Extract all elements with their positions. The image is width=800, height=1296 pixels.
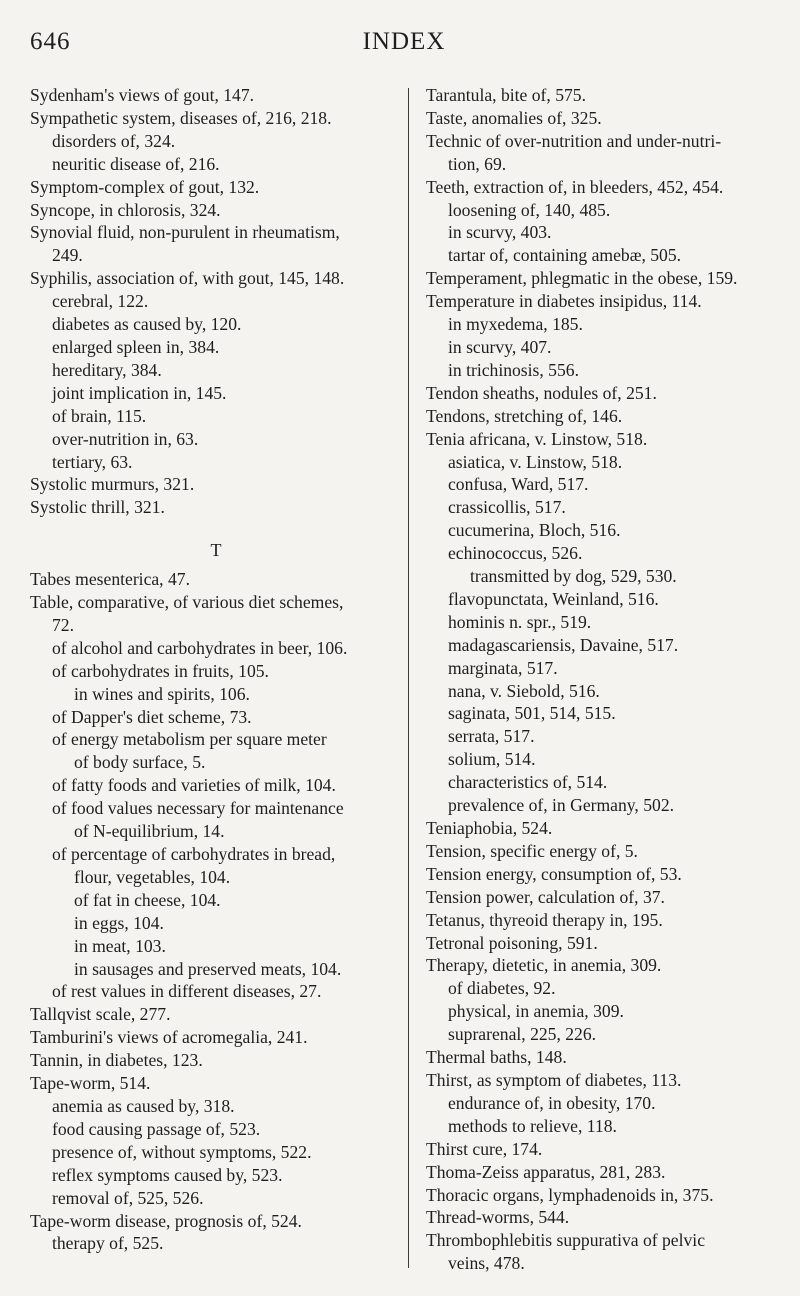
index-subentry: in trichinosis, 556. — [448, 359, 579, 380]
index-entry — [30, 591, 402, 637]
index-subentry: in eggs, 104. — [74, 912, 164, 933]
index-subentry: food causing passage of, 523. — [52, 1118, 261, 1139]
entry-continuation: of N-equilibrium, 14. — [74, 821, 225, 842]
entry-text: of energy metabolism per square meter — [52, 729, 327, 750]
entry-continuation: of body surface, 5. — [74, 752, 206, 773]
index-subentry — [30, 843, 402, 889]
index-subentry: endurance of, in obesity, 170. — [448, 1092, 656, 1113]
index-subentry: therapy of, 525. — [52, 1233, 164, 1254]
index-subentry: over-nutrition in, 63. — [52, 428, 199, 449]
index-subentry: diabetes as caused by, 120. — [52, 314, 242, 335]
index-entry: Syncope, in chlorosis, 324. — [30, 199, 221, 220]
index-entry: Thirst, as symptom of diabetes, 113. — [426, 1069, 682, 1090]
index-subentry: of fat in cheese, 104. — [74, 889, 221, 910]
index-entry — [426, 130, 786, 176]
entry-text: of percentage of carbohydrates in bread, — [52, 844, 336, 864]
entry-continuation: 249. — [52, 245, 83, 266]
entry-continuation: tion, 69. — [448, 153, 507, 174]
index-subentry: in wines and spirits, 106. — [74, 683, 250, 704]
index-subentry: of alcohol and carbohydrates in beer, 106. — [52, 637, 348, 658]
index-subentry: cerebral, 122. — [52, 291, 149, 312]
index-subentry: flavopunctata, Weinland, 516. — [448, 588, 659, 609]
index-entry: Sympathetic system, diseases of, 216, 218. — [30, 107, 332, 128]
index-subentry: removal of, 525, 526. — [52, 1187, 204, 1208]
entry-text: Synovial fluid, non-purulent in rheumatism, — [30, 222, 340, 243]
page-title: INDEX — [362, 28, 446, 55]
index-entry: Thirst cure, 174. — [426, 1138, 543, 1159]
index-subentry: physical, in anemia, 309. — [448, 1001, 624, 1022]
index-entry: Tarantula, bite of, 575. — [426, 85, 586, 105]
index-subentry: crassicollis, 517. — [448, 497, 566, 518]
index-column-left — [30, 84, 402, 1255]
index-subentry: solium, 514. — [448, 749, 536, 770]
index-subentry: loosening of, 140, 485. — [448, 199, 611, 220]
index-subentry: hominis n. spr., 519. — [448, 611, 592, 632]
index-entry: Teniaphobia, 524. — [426, 818, 553, 838]
index-entry: Tamburini's views of acromegalia, 241. — [30, 1027, 308, 1048]
index-subentry: disorders of, 324. — [52, 130, 176, 151]
index-subentry: serrata, 517. — [448, 726, 535, 747]
index-entry: Tetanus, thyreoid therapy in, 195. — [426, 909, 663, 930]
index-entry: Thoracic organs, lymphadenoids in, 375. — [426, 1184, 714, 1205]
index-entry: Syphilis, association of, with gout, 145, 148. — [30, 268, 345, 289]
index-subentry: echinococcus, 526. — [448, 543, 583, 564]
index-subentry: methods to relieve, 118. — [448, 1115, 617, 1136]
index-subentry: joint implication in, 145. — [52, 382, 227, 403]
index-entry: Systolic murmurs, 321. — [30, 474, 195, 495]
index-subentry: of diabetes, 92. — [448, 978, 556, 999]
page-number: 646 — [30, 28, 71, 55]
index-subentry: characteristics of, 514. — [448, 772, 608, 793]
index-subentry: presence of, without symptoms, 522. — [52, 1141, 312, 1162]
index-subentry: in sausages and preserved meats, 104. — [74, 958, 342, 979]
index-entry — [30, 221, 402, 267]
entry-continuation: flour, vegetables, 104. — [74, 866, 231, 887]
index-subentry: in meat, 103. — [74, 935, 166, 956]
index-subentry: in scurvy, 403. — [448, 222, 552, 243]
index-subentry: neuritic disease of, 216. — [52, 153, 220, 174]
index-subentry: enlarged spleen in, 384. — [52, 336, 220, 357]
page-header — [30, 18, 778, 58]
index-entry: Tape-worm, 514. — [30, 1073, 151, 1094]
index-subentry: suprarenal, 225, 226. — [448, 1024, 597, 1045]
index-subentry: nana, v. Siebold, 516. — [448, 680, 600, 701]
index-entry: Therapy, dietetic, in anemia, 309. — [426, 955, 662, 976]
index-entry: Tape-worm disease, prognosis of, 524. — [30, 1210, 302, 1231]
index-subentry: tartar of, containing amebæ, 505. — [448, 245, 682, 266]
index-entry: Temperament, phlegmatic in the obese, 159. — [426, 268, 738, 289]
index-subentry: in scurvy, 407. — [448, 336, 552, 357]
index-entry: Thoma-Zeiss apparatus, 281, 283. — [426, 1161, 666, 1182]
column-divider — [408, 88, 409, 1268]
index-subentry: in myxedema, 185. — [448, 314, 583, 335]
index-subentry: tertiary, 63. — [52, 451, 133, 472]
index-entry: Thread-worms, 544. — [426, 1207, 570, 1228]
index-subentry — [30, 728, 402, 774]
entry-continuation: 72. — [52, 614, 74, 635]
index-subentry: of fatty foods and varieties of milk, 104. — [52, 775, 336, 796]
index-subentry: madagascariensis, Davaine, 517. — [448, 634, 679, 655]
index-entry: Tension energy, consumption of, 53. — [426, 863, 682, 884]
index-entry: Tallqvist scale, 277. — [30, 1004, 171, 1025]
entry-text: of food values necessary for maintenance — [52, 798, 344, 819]
index-entry: Taste, anomalies of, 325. — [426, 107, 602, 128]
index-entry: Tendon sheaths, nodules of, 251. — [426, 382, 657, 403]
index-subentry: of carbohydrates in fruits, 105. — [52, 660, 269, 681]
index-entry: Teeth, extraction of, in bleeders, 452, 454. — [426, 176, 724, 197]
index-subentry: saginata, 501, 514, 515. — [448, 703, 616, 724]
index-subentry: of Dapper's diet scheme, 73. — [52, 706, 252, 727]
index-entry: Systolic thrill, 321. — [30, 497, 165, 518]
section-letter: T — [210, 540, 222, 561]
entry-text: Thrombophlebitis suppurativa of pelvic — [426, 1230, 706, 1251]
index-entry: Thermal baths, 148. — [426, 1047, 567, 1068]
index-subentry: reflex symptoms caused by, 523. — [52, 1164, 283, 1185]
index-subentry: hereditary, 384. — [52, 359, 162, 380]
index-subentry: of brain, 115. — [52, 405, 147, 426]
index-entry: Tension power, calculation of, 37. — [426, 886, 665, 907]
index-subentry — [30, 797, 402, 843]
entry-text: Table, comparative, of various diet schemes, — [30, 592, 344, 613]
index-entry — [426, 1229, 786, 1275]
index-subentry: of rest values in different diseases, 27. — [52, 981, 322, 1002]
index-entry: Tetronal poisoning, 591. — [426, 932, 598, 953]
index-entry: Tenia africana, v. Linstow, 518. — [426, 428, 648, 449]
index-entry: Tabes mesenterica, 47. — [30, 569, 190, 590]
index-column-right — [426, 84, 786, 1275]
index-subentry: marginata, 517. — [448, 657, 558, 678]
index-subentry: transmitted by dog, 529, 530. — [470, 566, 677, 587]
index-subentry: prevalence of, in Germany, 502. — [448, 795, 675, 816]
index-entry: Tannin, in diabetes, 123. — [30, 1050, 203, 1071]
index-subentry: confusa, Ward, 517. — [448, 474, 589, 495]
index-entry: Sydenham's views of gout, 147. — [30, 85, 255, 105]
index-subentry: anemia as caused by, 318. — [52, 1095, 235, 1116]
index-entry: Temperature in diabetes insipidus, 114. — [426, 291, 702, 312]
index-entry: Tension, specific energy of, 5. — [426, 840, 638, 861]
entry-continuation: veins, 478. — [448, 1253, 525, 1274]
entry-text: Technic of over-nutrition and under-nutri- — [426, 130, 722, 151]
index-subentry: cucumerina, Bloch, 516. — [448, 520, 621, 541]
index-entry: Symptom-complex of gout, 132. — [30, 176, 260, 197]
index-entry: Tendons, stretching of, 146. — [426, 405, 623, 426]
index-subentry: asiatica, v. Linstow, 518. — [448, 451, 623, 472]
